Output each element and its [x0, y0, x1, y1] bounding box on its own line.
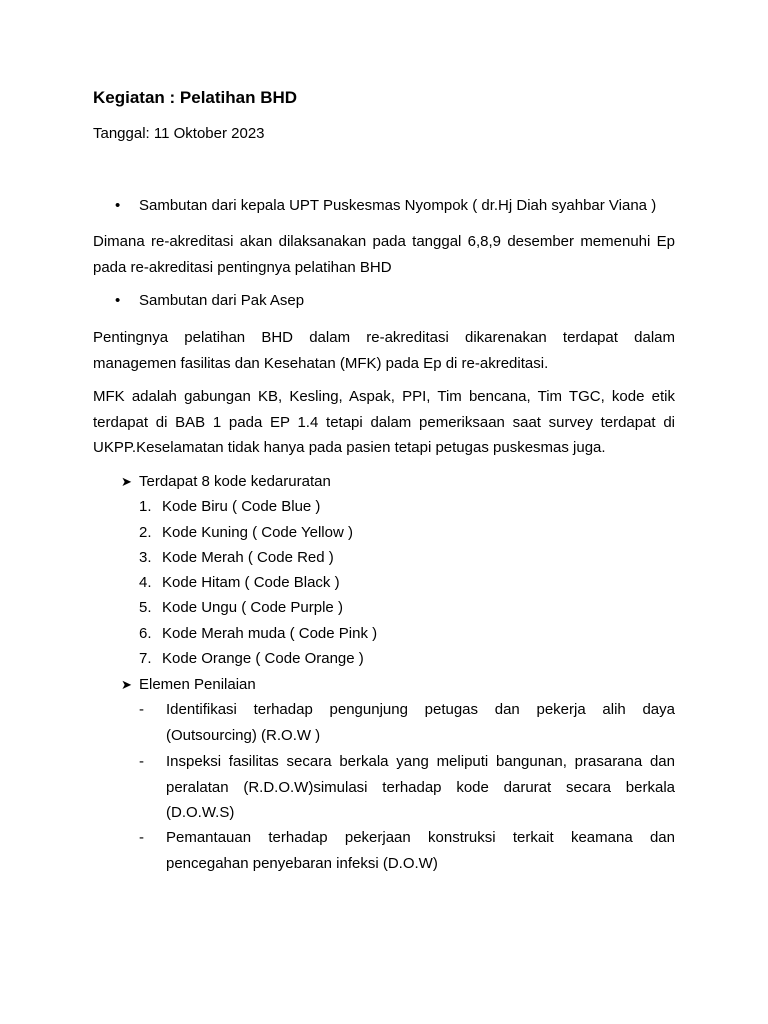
- list-item: [139, 547, 334, 569]
- list-text: Kode Biru ( Code Blue ): [162, 498, 321, 515]
- section-heading-text: Terdapat 8 kode kedaruratan: [139, 473, 331, 490]
- list-dash: -: [139, 829, 144, 846]
- list-item: [139, 496, 320, 518]
- paragraph: Dimana re-akreditasi akan dilaksanakan pada tanggal 6,8,9 desember memenuhi Ep pada re-akreditasi pentingnya pelatihan BHD: [93, 233, 675, 276]
- list-number: 2.: [139, 524, 152, 541]
- list-number: 5.: [139, 599, 152, 616]
- list-text: Kode Orange ( Code Orange ): [162, 650, 364, 667]
- arrow-bullet-icon: ➤: [121, 677, 132, 692]
- paragraph: MFK adalah gabungan KB, Kesling, Aspak, PPI, Tim bencana, Tim TGC, kode etik terdapat di BAB 1 pada EP 1.4 tetapi dalam pemeriksaan saat survey terdapat di UKPP.Keselamatan tidak hanya pada pasien tetapi petugas puskesmas juga.: [93, 388, 675, 456]
- list-text: Kode Kuning ( Code Yellow ): [162, 524, 353, 541]
- section-heading: [121, 674, 256, 696]
- list-number: 6.: [139, 625, 152, 642]
- list-number: 4.: [139, 574, 152, 591]
- document-title: Kegiatan : Pelatihan BHD: [93, 88, 298, 107]
- list-text: Pemantauan terhadap pekerjaan konstruksi terkait keamana dan pencegahan penyebaran infeksi (D.O.W): [166, 829, 675, 872]
- bullet-icon: •: [115, 292, 121, 309]
- list-text: Inspeksi fasilitas secara berkala yang meliputi bangunan, prasarana dan peralatan (R.D.O.W)simulasi terhadap kode darurat secara berkala (D.O.W.S): [166, 753, 675, 821]
- arrow-bullet-icon: ➤: [121, 474, 132, 489]
- section-heading: [121, 471, 331, 493]
- paragraph: Pentingnya pelatihan BHD dalam re-akreditasi dikarenakan terdapat dalam managemen fasilitas dan Kesehatan (MFK) pada Ep di re-akreditasi.: [93, 329, 675, 372]
- list-number: 1.: [139, 498, 152, 515]
- list-text: Kode Merah ( Code Red ): [162, 549, 334, 566]
- list-dash: -: [139, 701, 144, 718]
- list-item: [139, 648, 364, 670]
- list-item: [139, 597, 343, 619]
- list-text: Kode Ungu ( Code Purple ): [162, 599, 343, 616]
- list-number: 3.: [139, 549, 152, 566]
- list-number: 7.: [139, 650, 152, 667]
- document-date: Tanggal: 11 Oktober 2023: [93, 125, 265, 142]
- list-dash: -: [139, 753, 144, 770]
- bullet-icon: •: [115, 197, 121, 214]
- list-item: [139, 522, 353, 544]
- list-item: [139, 572, 340, 594]
- list-item: [139, 623, 377, 645]
- section-heading-text: Elemen Penilaian: [139, 676, 256, 693]
- bullet-text: Sambutan dari Pak Asep: [139, 292, 305, 309]
- list-text: Kode Merah muda ( Code Pink ): [162, 625, 378, 642]
- list-text: Identifikasi terhadap pengunjung petugas dan pekerja alih daya (Outsourcing) (R.O.W ): [166, 701, 675, 744]
- list-text: Kode Hitam ( Code Black ): [162, 574, 340, 591]
- bullet-text: Sambutan dari kepala UPT Puskesmas Nyompok ( dr.Hj Diah syahbar Viana ): [139, 197, 657, 214]
